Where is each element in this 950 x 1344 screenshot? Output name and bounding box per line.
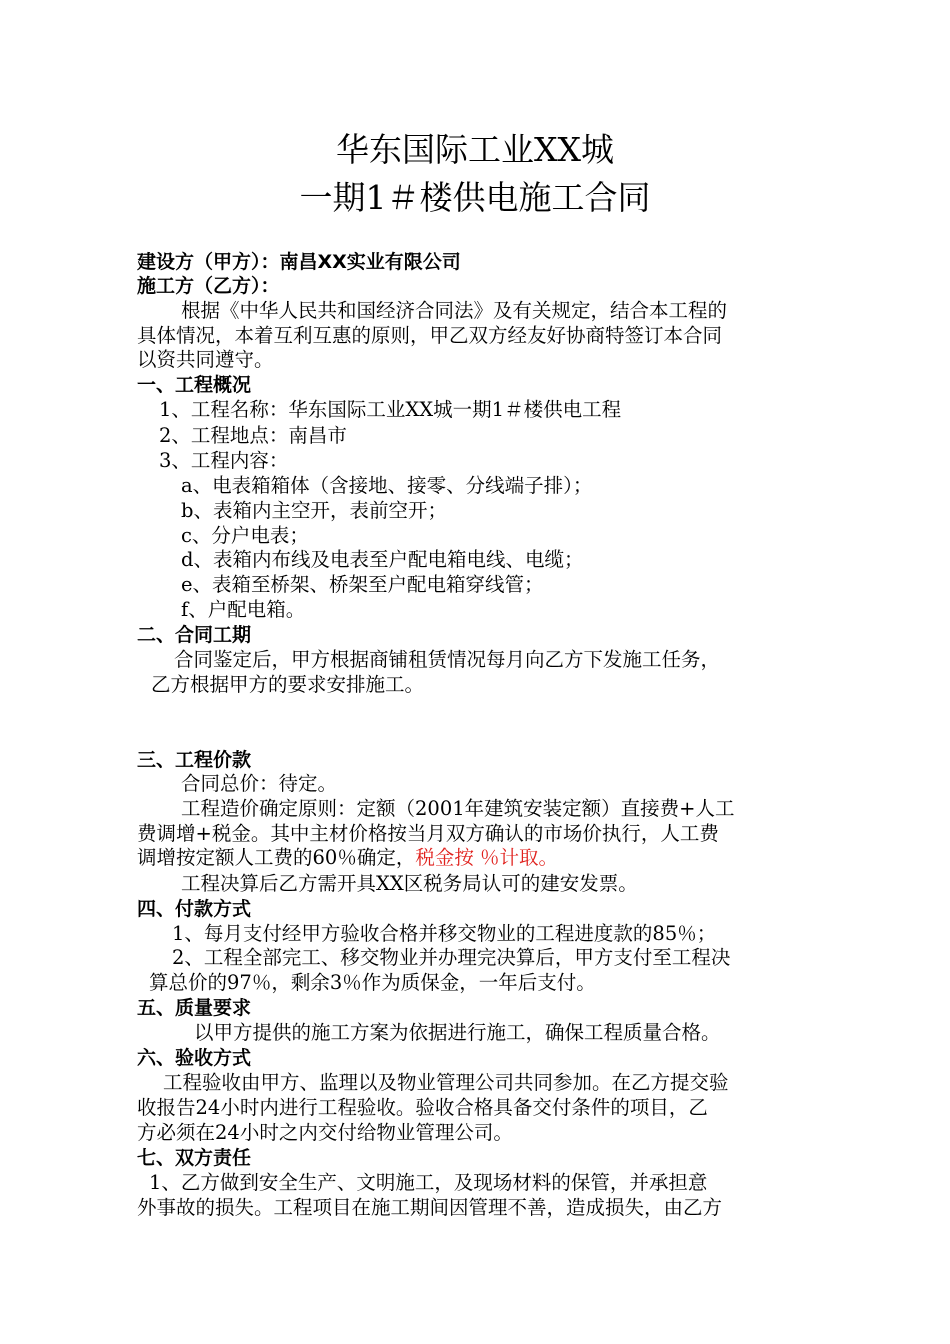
- price-principle-line: [137, 846, 558, 870]
- duration-line: 乙方根据甲方的要求安排施工。: [151, 673, 425, 696]
- section-heading-acceptance: 六、验收方式: [137, 1047, 252, 1069]
- content-subitem: b、表箱内主空开，表前空开；: [181, 499, 447, 522]
- preamble-line: 具体情况，本着互利互惠的原则，甲乙双方经友好协商特签订本合同: [137, 324, 723, 347]
- payment-line: 算总价的97％，剩余3％作为质保金，一年后支付。: [149, 971, 596, 994]
- preamble-line: 以资共同遵守。: [137, 348, 274, 371]
- section-heading-payment: 四、付款方式: [137, 898, 252, 920]
- section-heading-responsibilities: 七、双方责任: [137, 1147, 252, 1169]
- acceptance-line: 工程验收由甲方、监理以及物业管理公司共同参加。在乙方提交验: [163, 1071, 729, 1094]
- responsibility-line: 外事故的损失。工程项目在施工期间因管理不善，造成损失，由乙方: [137, 1196, 723, 1219]
- content-subitem: f、户配电箱。: [181, 598, 306, 621]
- party-b: 施工方（乙方）：: [137, 275, 280, 297]
- acceptance-line: 收报告24小时内进行工程验收。验收合格具备交付条件的项目，乙: [137, 1096, 708, 1119]
- document-title-line2: 一期1＃楼供电施工合同: [299, 178, 651, 217]
- section-heading-overview: 一、工程概况: [137, 374, 252, 396]
- payment-line: 2、工程全部完工、移交物业并办理完决算后，甲方支付至工程决: [172, 946, 731, 969]
- price-principle-line: 工程造价确定原则：定额（2001年建筑安装定额）直接费+人工: [181, 797, 735, 820]
- overview-item: 2、工程地点：南昌市: [159, 424, 347, 447]
- content-subitem: a、电表箱箱体（含接地、接零、分线端子排）；: [181, 474, 593, 497]
- payment-line: 1、每月支付经甲方验收合格并移交物业的工程进度款的85％；: [172, 922, 717, 945]
- section-heading-duration: 二、合同工期: [137, 624, 252, 646]
- price-principle-text: 调增按定额人工费的60％确定，: [137, 846, 416, 869]
- section-heading-quality: 五、质量要求: [137, 997, 252, 1019]
- quality-line: 以甲方提供的施工方案为依据进行施工，确保工程质量合格。: [194, 1021, 721, 1044]
- acceptance-line: 方必须在24小时之内交付给物业管理公司。: [137, 1121, 513, 1144]
- duration-line: 合同鉴定后，甲方根据商铺租赁情况每月向乙方下发施工任务，: [174, 648, 721, 671]
- preamble-line: 根据《中华人民共和国经济合同法》及有关规定，结合本工程的: [181, 299, 728, 322]
- document-title-line1: 华东国际工业XX城: [336, 130, 614, 169]
- invoice-requirement: 工程决算后乙方需开具XX区税务局认可的建安发票。: [181, 872, 638, 895]
- section-heading-price: 三、工程价款: [137, 749, 252, 771]
- content-subitem: c、分户电表；: [181, 524, 309, 547]
- content-subitem: d、表箱内布线及电表至户配电箱电线、电缆；: [181, 548, 584, 571]
- responsibility-line: 1、乙方做到安全生产、文明施工，及现场材料的保管，并承担意: [149, 1171, 708, 1194]
- tax-rate-note: 税金按 ％计取。: [415, 846, 559, 869]
- content-subitem: e、表箱至桥架、桥架至户配电箱穿线管；: [181, 573, 544, 596]
- price-total: 合同总价：待定。: [181, 772, 338, 795]
- party-a: 建设方（甲方）：南昌XX实业有限公司: [137, 251, 461, 273]
- overview-item: 3、工程内容：: [159, 449, 289, 472]
- overview-item: 1、工程名称：华东国际工业XX城一期1＃楼供电工程: [159, 398, 622, 421]
- price-principle-line: 费调增+税金。其中主材价格按当月双方确认的市场价执行，人工费: [137, 822, 719, 845]
